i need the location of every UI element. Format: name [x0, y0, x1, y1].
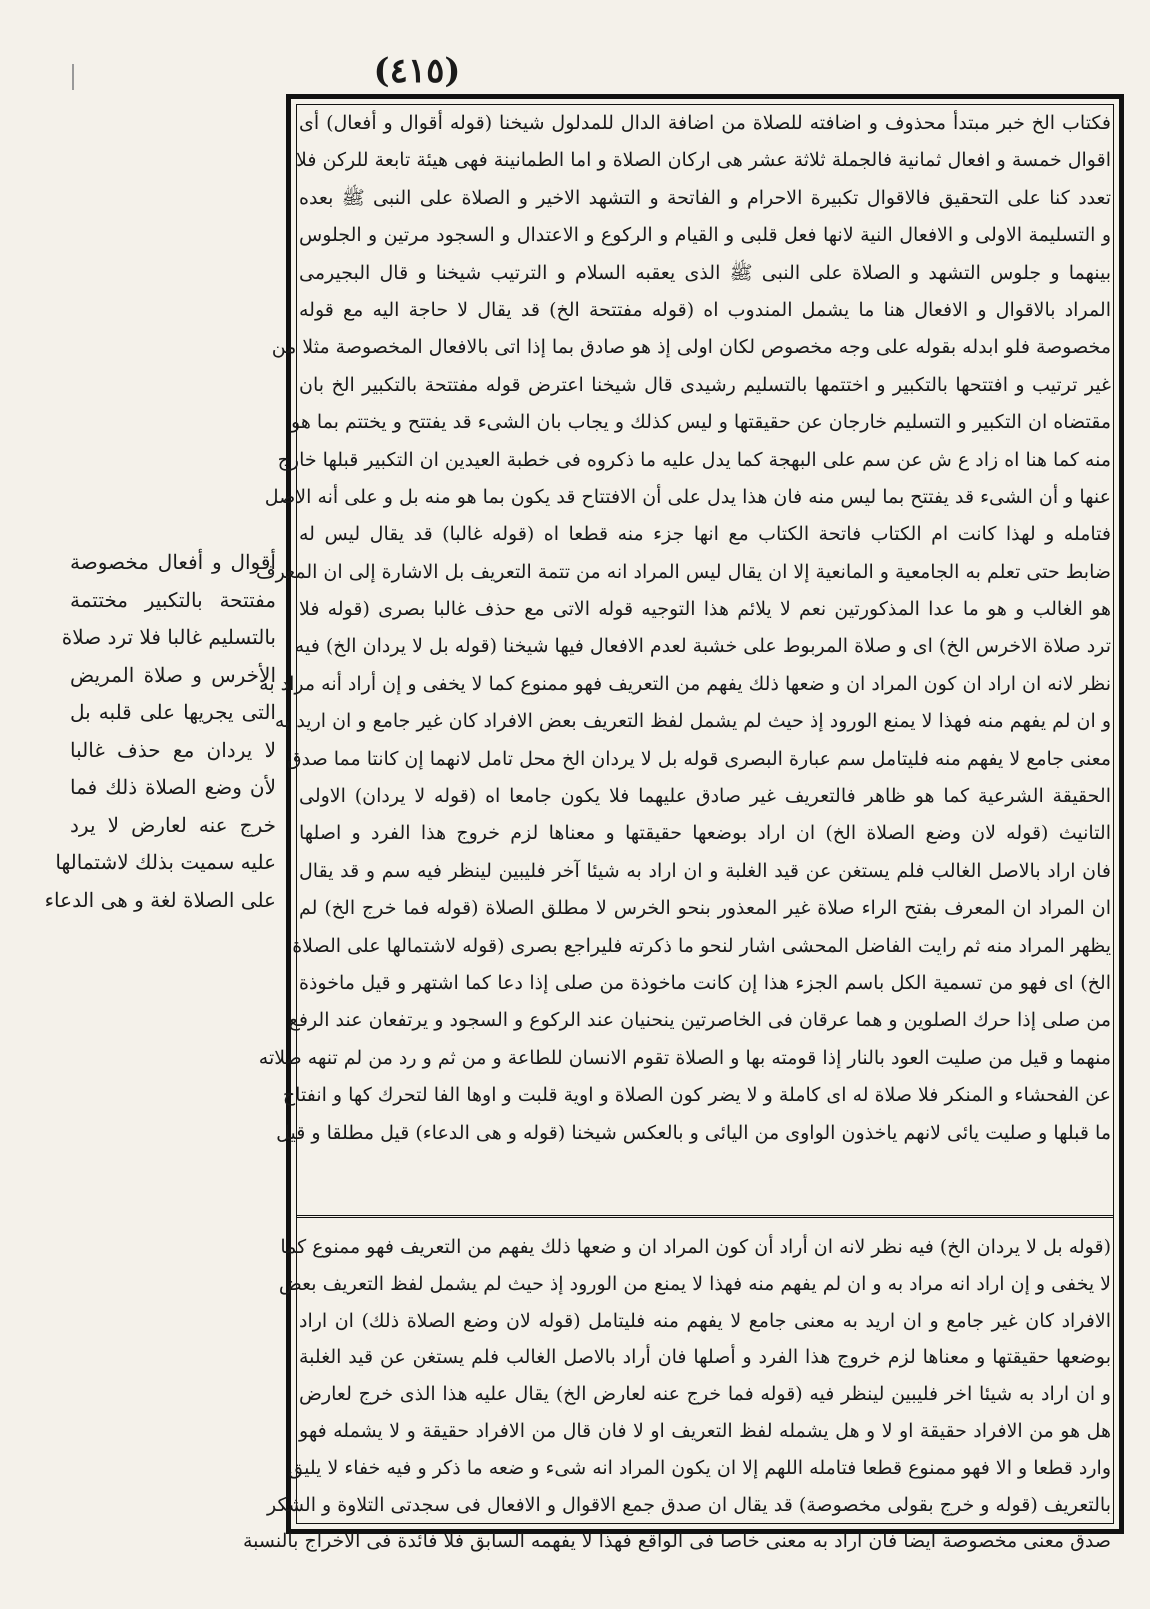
- commentary-text-block: [255, 105, 1111, 1203]
- commentary-line: ان المراد ان المعرف بفتح الراء صلاة غير المعذور بنحو الخرس لا مطلق الصلاة (قوله فما خرج الخ) لم: [299, 897, 1111, 920]
- commentary-line: فان اراد بالاصل الغالب فلم يستغن عن قيد الغلبة و ان اراد به شيئا آخر فليبين لينظر فيه سم و قد يقال: [299, 859, 1111, 882]
- commentary-line: فتامله و لهذا كانت ام الكتاب فاتحة الكتاب مع انها جزء منه قطعا اه (قوله غالبا) قد يقال ليس له: [299, 523, 1111, 546]
- gloss-line: بالتعريف (قوله و خرج بقولى مخصوصة) قد يقال ان صدق جمع الاقوال و الافعال فى سجدتى التلاوة و الشكر: [266, 1493, 1111, 1516]
- commentary-line: ترد صلاة الاخرس الخ) اى و صلاة المربوط على خشبة لعدم الافعال فيها شيخنا (قوله بل لا يردان الخ) فيه: [294, 635, 1111, 658]
- main-text-line: التى يجريها على قلبه بل: [70, 700, 276, 724]
- main-text-line: مفتتحة بالتكبير مختتمة: [70, 587, 276, 612]
- commentary-line: معنى جامع لا يفهم منه فليتامل سم عبارة البصرى قوله بل لا يردان الخ محل تامل لانهما إن كانتا مما صدق: [286, 747, 1111, 770]
- commentary-line: المراد بالاقوال و الافعال هنا ما يشمل المندوب اه (قوله مفتتحة الخ) قد يقال لا حاجة اليه مع قوله: [299, 298, 1111, 321]
- commentary-line: و التسليمة الاولى و الافعال النية لانها فعل قلبى و القيام و الركوع و الاعتدال و السجود مرتين و الجلوس: [299, 224, 1111, 247]
- margin-main-text: [44, 544, 276, 919]
- commentary-line: فكتاب الخ خبر مبتدأ محذوف و اضافته للصلاة من اضافة الدال للمدلول شيخنا (قوله أقوال و أفعال) أى: [299, 112, 1111, 134]
- gloss-line: وارد قطعا و الا فهو ممنوع قطعا فتامله اللهم إلا ان يكون المراد انه شىء و ضعه ما ذكر و فيه خفاء لا يليق: [288, 1456, 1111, 1479]
- commentary-line: تعدد كنا على التحقيق فالاقوال تكبيرة الاحرام و الفاتحة و التشهد الاخير و الصلاة على النبى ﷺ بعده: [299, 186, 1111, 209]
- commentary-line: مخصوصة فلو ابدله بقوله على وجه مخصوص لكان اولى إذ هو صادق بما إذا اتى بالافعال المخصوصة مثلا من: [271, 336, 1111, 359]
- commentary-line: الحقيقة الشرعية كما هو ظاهر فالتعريف غير صادق عليهما فلا يكون جامعا اه (قوله لا يردان) الاولى: [299, 785, 1111, 808]
- main-text-line: بالتسليم غالبا فلا ترد صلاة: [61, 625, 276, 649]
- gloss-line: بوضعها حقيقتها و معناها لزم خروج هذا الفرد و أصلها فان أراد بالاصل الغالب فلم يستغن عن قيد الغلبة: [299, 1346, 1111, 1369]
- section-divider: [296, 1215, 1114, 1218]
- commentary-line: بينهما و جلوس التشهد و الصلاة على النبى ﷺ الذى يعقبه السلام و الترتيب شيخنا و قال البجيرمى: [299, 261, 1111, 284]
- gloss-line: صدق معنى مخصوصة ايضا فان اراد به معنى خاصا فى الواقع فهذا لا يفهمه السابق فلا فائدة فى الاخراج بالنسبة: [242, 1530, 1111, 1553]
- commentary-line: مقتضاه ان التكبير و التسليم خارجان عن حقيقتها و ليس كذلك و يجاب بان الشىء قد يفتتح و يختتم بما هو: [291, 411, 1111, 434]
- commentary-line: هو الغالب و هو ما عدا المذكورتين نعم لا يلائم هذا التوجيه قوله الاتى مع حذف غالبا بصرى (قوله فلا: [299, 598, 1111, 621]
- main-text-line: أقوال و أفعال مخصوصة: [70, 550, 276, 574]
- commentary-line: من صلى إذا حرك الصلوين و هما عرقان فى الخاصرتين ينحنيان عند الركوع و السجود و يرتفعان عند الرفع: [288, 1009, 1111, 1032]
- main-text-line: خرج عنه لعارض لا يرد: [70, 812, 276, 837]
- gloss-text-block: [242, 1229, 1111, 1553]
- main-text-line: لا يردان مع حذف غالبا: [70, 737, 276, 762]
- commentary-line: نظر لانه ان اراد ان كون المراد ان و ضعها ذلك يفهم من التعريف فهو ممنوع كما لا يخفى و إن أراد أنه مراد به: [259, 672, 1111, 695]
- commentary-line: الخ) اى فهو من تسمية الكل باسم الجزء هذا إن كانت ماخوذة من صلى إذا دعا كما اشتهر و قيل ماخوذة: [299, 971, 1111, 994]
- commentary-line: غير ترتيب و افتتحها بالتكبير و اختتمها بالتسليم رشيدى قال شيخنا اعترض قوله مفتتحة بالتكبير الخ بان: [299, 373, 1111, 396]
- gloss-line: (قوله بل لا يردان الخ) فيه نظر لانه ان أراد أن كون المراد ان و ضعها ذلك يفهم من التعريف فهو ممنوع كما: [280, 1236, 1111, 1258]
- commentary-line: عن الفحشاء و المنكر فلا صلاة له اى كاملة و لا يضر كون الصلاة و اوية قلبت و اوها الفا لتحرك كها و انفتاح: [282, 1084, 1111, 1107]
- main-text-line: على الصلاة لغة و هى الدعاء: [44, 887, 276, 912]
- commentary-line: ضابط حتى تعلم به الجامعية و المانعية إلا ان يقال ليس المراد انه من تتمة التعريف بل الاشارة إلى ان المعرف: [255, 560, 1111, 583]
- commentary-line: و ان لم يفهم منه فهذا لا يمنع الورود إذ حيث لم يشمل لفظ التعريف بعض الافراد كان غير جامع و ان اريد به: [274, 710, 1111, 733]
- page-number: (٤١٥): [373, 51, 461, 91]
- page-frame: [242, 94, 1124, 1553]
- gloss-line: و ان اراد به شيئا اخر فليبين لينظر فيه (قوله فما خرج عنه لعارض الخ) يقال عليه هذا الذى خرج لعارض: [299, 1383, 1111, 1406]
- gloss-line: الافراد كان غير جامع و ان اريد به معنى جامع لا يفهم منه فليتامل (قوله لان وضع الصلاة ذلك) ان اراد: [299, 1309, 1111, 1332]
- gloss-line: هل هو من الافراد حقيقة او لا و هل يشمله لفظ التعريف او لا فان قال من الافراد حقيقة و لا يشمله فهو: [299, 1419, 1111, 1442]
- commentary-line: منهما و قيل من صليت العود بالنار إذا قومته بها و الصلاة تقوم الانسان للطاعة و من ثم و رد من لم تنهه صلاته: [258, 1046, 1111, 1069]
- commentary-line: اقوال خمسة و افعال ثمانية فالجملة ثلاثة عشر هى اركان الصلاة و اما الطمانينة فهى هيئة تابعة للركن فلا: [296, 149, 1111, 172]
- commentary-line: منه كما هنا اه زاد ع ش عن سم على البهجة كما يدل عليه ما ذكروه فى خطبة العيدين ان التكبير قبلها خارج: [277, 448, 1111, 471]
- main-text-line: لأن وضع الصلاة ذلك فما: [70, 775, 276, 799]
- gloss-line: لا يخفى و إن اراد انه مراد به و ان لم يفهم منه فهذا لا يمنع من الورود إذ حيث لم يشمل لفظ التعريف بعض: [278, 1272, 1111, 1295]
- commentary-line: عنها و أن الشىء قد يفتتح بما ليس منه فان هذا يدل على أن الافتتاح قد يكون بما هو منه بل و على أنه الاصل: [264, 485, 1111, 508]
- main-text-line: عليه سميت بذلك لاشتمالها: [55, 850, 276, 874]
- scan-edge-mark: [72, 64, 74, 90]
- commentary-line: التانيث (قوله لان وضع الصلاة الخ) ان اراد بوضعها حقيقتها و معناها لزم خروج هذا الفرد و اصلها: [299, 822, 1111, 845]
- commentary-line: يظهر المراد منه ثم رايت الفاضل المحشى اشار لنحو ما ذكرته فليراجع بصرى (قوله لاشتمالها على الصلاة: [292, 934, 1111, 957]
- commentary-line: ما قبلها و صليت يائى لانهم ياخذون الواوى من اليائى و بالعكس شيخنا (قوله و هى الدعاء) قيل مطلقا و قيل: [276, 1121, 1111, 1144]
- main-text-line: الأخرس و صلاة المريض: [70, 662, 276, 687]
